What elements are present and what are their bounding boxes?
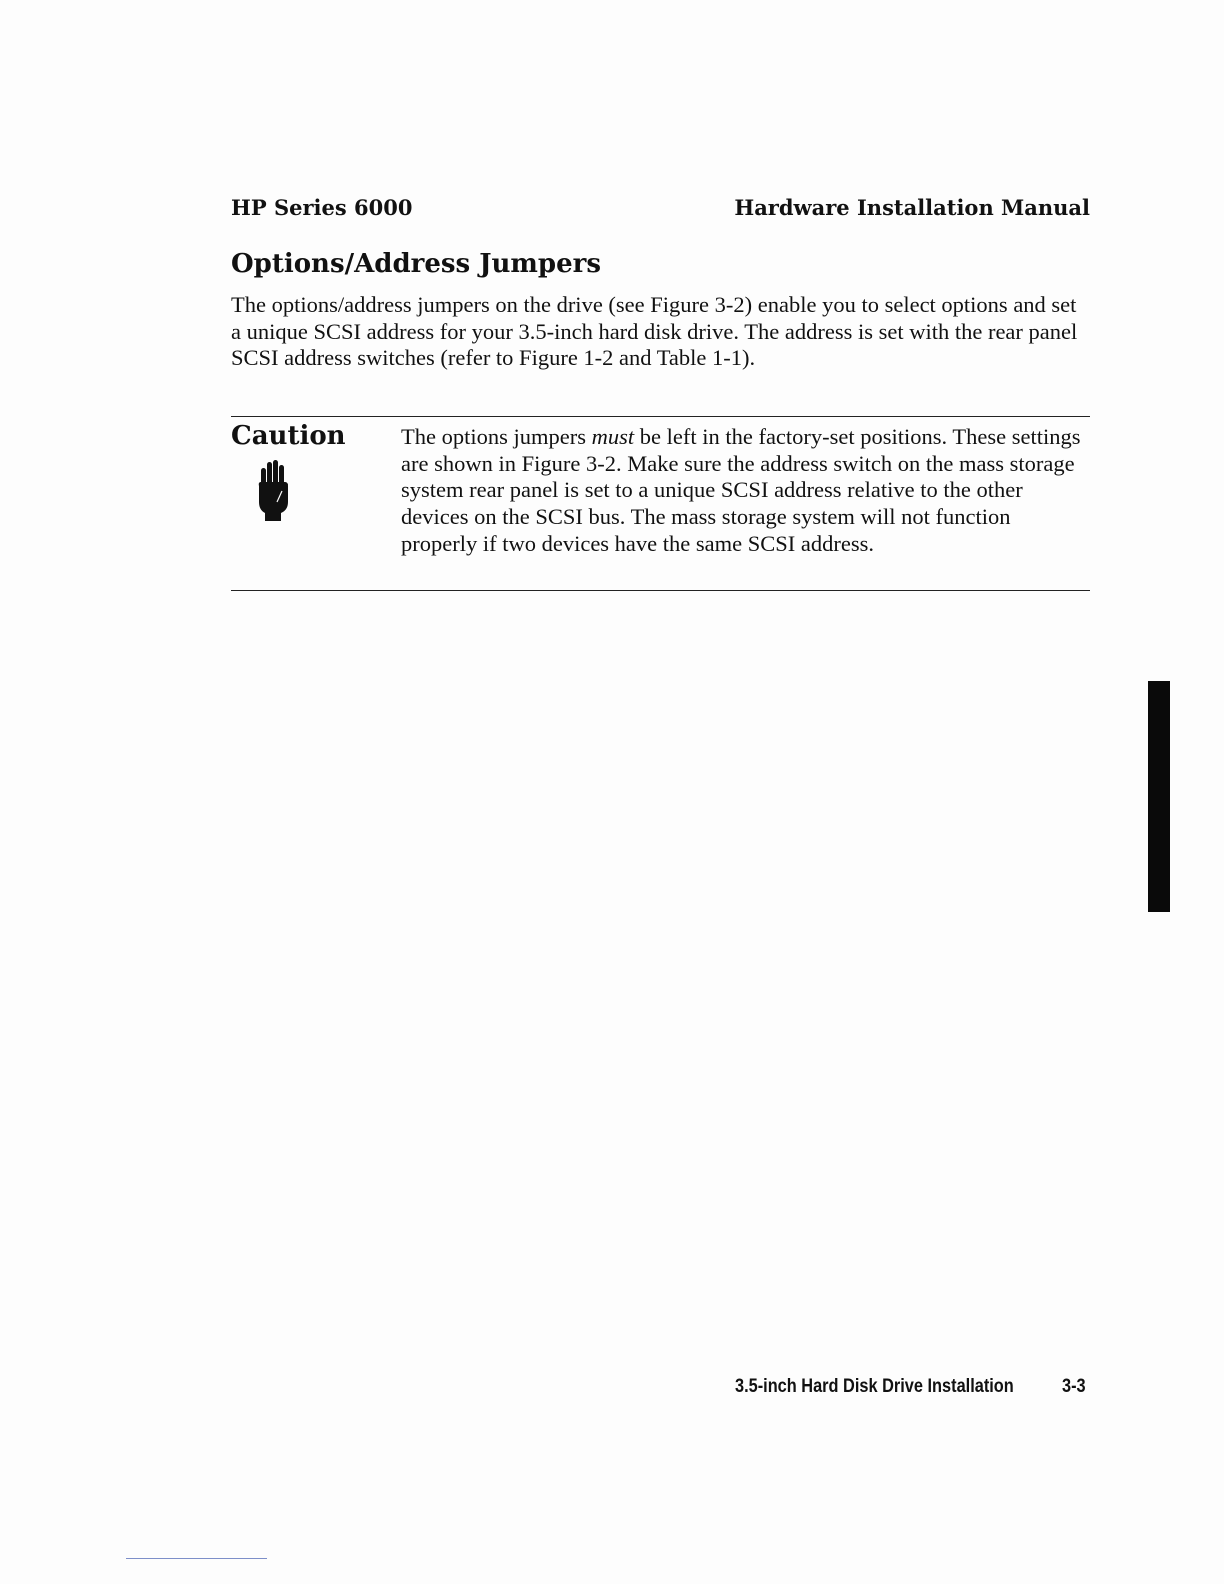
- caution-label: Caution: [231, 421, 346, 451]
- running-header-series: HP Series 6000: [231, 195, 413, 220]
- caution-text: The options jumpers must be left in the factory-set positions. These settings are shown in Figure 3-2. Make sure the address switch on the mass storage system rear panel is set to a unique SCSI address relative to the other devices on the SCSI bus. The mass storage system will not function properly if two devices have the same SCSI address.: [401, 424, 1081, 556]
- running-header-manual-title: Hardware Installation Manual: [734, 195, 1090, 220]
- section-body-paragraph: The options/address jumpers on the drive (see Figure 3-2) enable you to select options and set a unique SCSI address for your 3.5-inch hard disk drive. The address is set with the rear panel SCSI address switches (refer to Figure 1-2 and Table 1-1).: [231, 292, 1078, 370]
- bottom-divider-line: [126, 1558, 267, 1559]
- emphasis-must: must: [591, 424, 635, 449]
- section-heading: Options/Address Jumpers: [231, 249, 601, 279]
- chapter-thumb-tab: [1148, 681, 1170, 912]
- footer-chapter-title: 3.5-inch Hard Disk Drive Installation: [735, 1376, 1014, 1397]
- footer-page-number: 3-3: [1062, 1376, 1086, 1397]
- caution-top-rule: [231, 416, 1090, 417]
- hand-stop-icon: [255, 460, 291, 522]
- caution-bottom-rule: [231, 590, 1090, 591]
